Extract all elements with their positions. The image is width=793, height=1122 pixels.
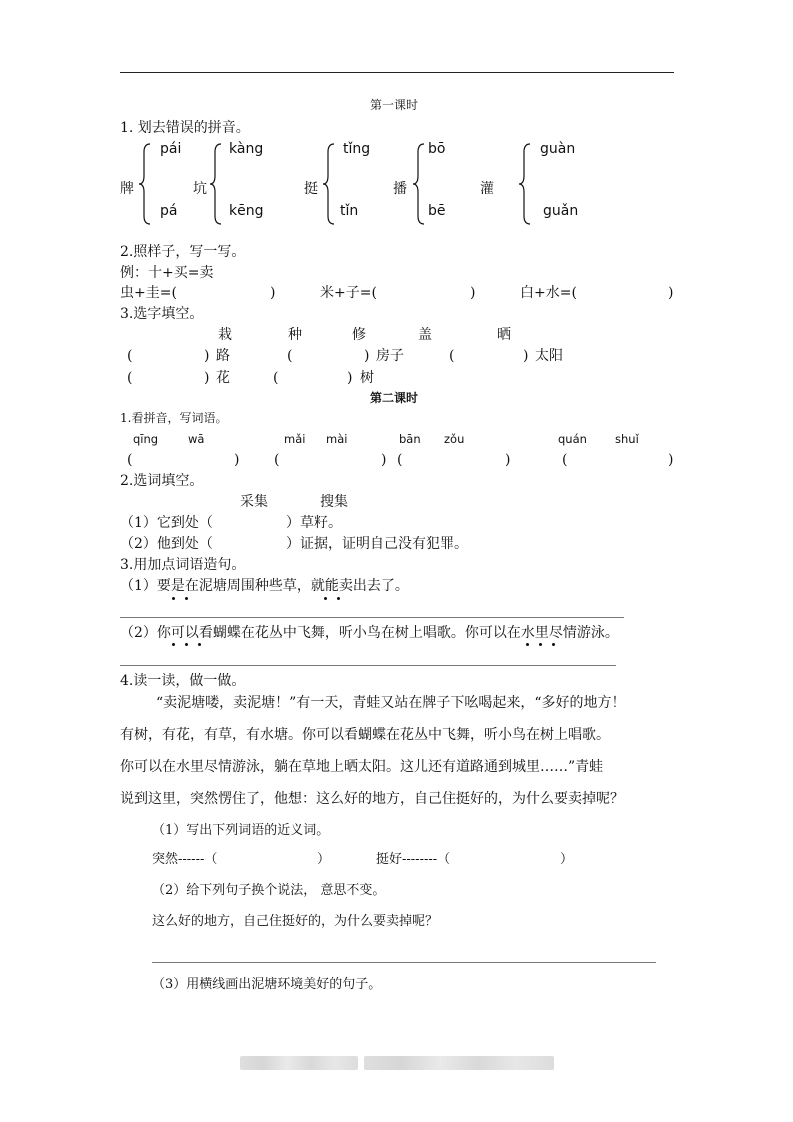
s2q4-title: 4.读一读，做一做。 bbox=[120, 673, 246, 689]
s2q1-close: ) bbox=[381, 452, 387, 468]
s2q3-sentence-2: （2）你可以看蝴蝶在花丛中飞舞，听小鸟在树上唱歌。你可以在水里尽情游泳。 bbox=[120, 625, 619, 641]
q3-option: 盖 bbox=[418, 327, 432, 343]
q1-char-guan: 灌 bbox=[480, 181, 494, 197]
answer-line[interactable] bbox=[120, 665, 616, 666]
q3-option: 修 bbox=[352, 327, 366, 343]
s2q2-title: 2.选词填空。 bbox=[120, 473, 204, 489]
s2q1-pinyin: mài bbox=[326, 432, 348, 446]
s2q1-pinyin: zǒu bbox=[444, 432, 465, 446]
q2-example: 例：十+买=卖 bbox=[120, 265, 214, 281]
q1-char-ting: 挺 bbox=[304, 181, 318, 197]
brace-icon bbox=[322, 142, 336, 226]
q3-r2-open: ( bbox=[127, 370, 133, 386]
emphasis-dot bbox=[198, 643, 201, 646]
emphasis-dot bbox=[172, 643, 175, 646]
emphasis-dot bbox=[172, 597, 175, 600]
passage-line: 说到这里，突然愣住了，他想：这么好的地方，自己住挺好的，为什么要卖掉呢？ bbox=[120, 791, 624, 807]
emphasis-dot bbox=[526, 643, 529, 646]
q2-item-2-close: ) bbox=[470, 285, 476, 301]
q2-item-1-close: ) bbox=[270, 285, 276, 301]
q3-r1-open: ( bbox=[127, 348, 133, 364]
s2q2-option: 搜集 bbox=[320, 494, 348, 510]
s2q4-sentence: 这么好的地方，自己住挺好的，为什么要卖掉呢？ bbox=[152, 914, 439, 929]
emphasis-dot bbox=[324, 597, 327, 600]
s2q4-syn2-close: ） bbox=[560, 852, 574, 867]
q1-pinyin-pai-bottom[interactable]: pá bbox=[160, 203, 178, 219]
s2q2-s2-pre: （2）他到处（ bbox=[120, 536, 213, 552]
s2q2-s2-post: ）证据，证明自己没有犯罪。 bbox=[286, 536, 468, 552]
s2q3-sentence-1: （1）要是在泥塘周围种些草，就能卖出去了。 bbox=[120, 578, 409, 594]
s2q1-pinyin: qīng bbox=[133, 432, 159, 446]
emphasis-dot bbox=[185, 643, 188, 646]
q3-r2-word: 树 bbox=[360, 370, 374, 386]
q3-option: 种 bbox=[288, 327, 302, 343]
lesson-one-title: 第一课时 bbox=[370, 98, 419, 112]
q3-r2-close: ) bbox=[347, 370, 353, 386]
s2q4-sub1: （1）写出下列词语的近义词。 bbox=[152, 823, 330, 838]
s2q1-pinyin: wā bbox=[188, 432, 205, 446]
s2q1-open: ( bbox=[274, 452, 280, 468]
q1-title: 1. 划去错误的拼音。 bbox=[120, 120, 250, 136]
passage-line: “卖泥塘喽，卖泥塘！”有一天，青蛙又站在牌子下吆喝起来，“多好的地方！ bbox=[156, 695, 626, 711]
s2q1-open: ( bbox=[397, 452, 403, 468]
emphasis-dot bbox=[552, 643, 555, 646]
q3-r1-close: ) bbox=[364, 348, 370, 364]
s2q4-sub3: （3）用横线画出泥塘环境美好的句子。 bbox=[152, 977, 382, 992]
q3-r2-word: 花 bbox=[216, 370, 230, 386]
footer-watermark bbox=[240, 1056, 358, 1070]
brace-icon bbox=[412, 142, 426, 226]
answer-line[interactable] bbox=[152, 962, 656, 963]
q3-title: 3.选字填空。 bbox=[120, 306, 204, 322]
q3-r1-close: ) bbox=[204, 348, 210, 364]
q1-pinyin-guan-bottom[interactable]: guǎn bbox=[543, 203, 579, 219]
s2q1-close: ) bbox=[234, 452, 240, 468]
q2-item-3: 白+水=( bbox=[520, 285, 577, 301]
q1-pinyin-ting-bottom[interactable]: tǐn bbox=[340, 203, 359, 219]
answer-line[interactable] bbox=[120, 617, 624, 618]
q1-pinyin-keng-top[interactable]: kàng bbox=[229, 141, 264, 157]
q3-r1-word: 路 bbox=[216, 348, 230, 364]
s2q1-pinyin: mǎi bbox=[284, 432, 306, 446]
q1-pinyin-keng-bottom[interactable]: kēng bbox=[229, 203, 264, 219]
q1-pinyin-bo-bottom[interactable]: bē bbox=[428, 203, 446, 219]
s2q2-s1-post: ）草籽。 bbox=[286, 515, 342, 531]
brace-icon bbox=[209, 142, 223, 226]
s2q4-sub2: （2）给下列句子换个说法， 意思不变。 bbox=[152, 883, 386, 898]
q1-pinyin-ting-top[interactable]: tǐng bbox=[343, 141, 371, 157]
q1-pinyin-guan-top[interactable]: guàn bbox=[540, 141, 576, 157]
brace-icon bbox=[518, 142, 532, 226]
emphasis-dot bbox=[337, 597, 340, 600]
q1-pinyin-pai-top[interactable]: pái bbox=[160, 141, 182, 157]
q1-pinyin-bo-top[interactable]: bō bbox=[428, 141, 446, 157]
s2q4-syn1-pre: 突然------（ bbox=[152, 852, 218, 867]
s2q1-close: ) bbox=[505, 452, 511, 468]
s2q4-syn1-close: ） bbox=[317, 852, 331, 867]
footer-watermark bbox=[364, 1056, 554, 1070]
q1-char-keng: 坑 bbox=[193, 181, 207, 197]
q2-item-1: 虫+圭=( bbox=[120, 285, 177, 301]
passage-line: 你可以在水里尽情游泳，躺在草地上晒太阳。这儿还有道路通到城里……”青蛙 bbox=[120, 759, 604, 775]
s2q1-pinyin: quán bbox=[558, 432, 587, 446]
s2q3-title: 3.用加点词语造句。 bbox=[120, 557, 246, 573]
q3-r2-open: ( bbox=[273, 370, 279, 386]
s2q1-pinyin: bān bbox=[399, 432, 421, 446]
top-rule bbox=[120, 72, 674, 73]
s2q1-pinyin: shuǐ bbox=[615, 432, 639, 446]
emphasis-dot bbox=[539, 643, 542, 646]
q3-r1-open: ( bbox=[449, 348, 455, 364]
emphasis-dot bbox=[185, 597, 188, 600]
s2q1-open: ( bbox=[127, 452, 133, 468]
q3-r1-word: 房子 bbox=[376, 348, 404, 364]
s2q1-open: ( bbox=[562, 452, 568, 468]
s2q2-s1-pre: （1）它到处（ bbox=[120, 515, 213, 531]
passage-line: 有树，有花，有草，有水塘。你可以看蝴蝶在花丛中飞舞，听小鸟在树上唱歌。 bbox=[120, 727, 610, 743]
s2q1-close: ) bbox=[668, 452, 674, 468]
s2q2-option: 采集 bbox=[240, 494, 268, 510]
q3-r1-close: ) bbox=[523, 348, 529, 364]
lesson-two-title: 第二课时 bbox=[370, 391, 419, 405]
brace-icon bbox=[138, 142, 152, 226]
s2q4-syn2-pre: 挺好--------（ bbox=[376, 852, 451, 867]
q1-char-pai: 牌 bbox=[120, 181, 134, 197]
q2-title: 2.照样子，写一写。 bbox=[120, 244, 246, 260]
q3-option: 晒 bbox=[497, 327, 511, 343]
q3-r1-word: 太阳 bbox=[535, 348, 563, 364]
s2q1-title: 1.看拼音，写词语。 bbox=[120, 411, 228, 425]
q3-r2-close: ) bbox=[204, 370, 210, 386]
q3-option: 栽 bbox=[218, 327, 232, 343]
q2-item-3-close: ) bbox=[668, 285, 674, 301]
q2-item-2: 米+子=( bbox=[320, 285, 377, 301]
q1-char-bo: 播 bbox=[393, 181, 407, 197]
q3-r1-open: ( bbox=[287, 348, 293, 364]
